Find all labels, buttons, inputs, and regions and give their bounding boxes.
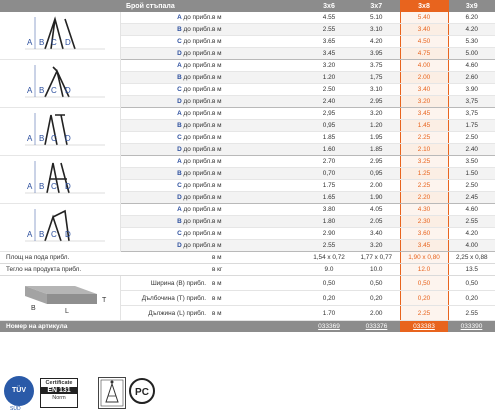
article-number-link[interactable]: 033369 xyxy=(305,321,353,333)
summary-label: Площ на пода прибл. xyxy=(0,252,212,264)
dimension-text: до прибл. xyxy=(181,26,212,33)
dimension-text: до прибл. xyxy=(181,86,212,93)
dimension-label xyxy=(120,36,212,48)
dimension-letter: A xyxy=(177,206,182,213)
value-cell: 5.10 xyxy=(353,12,400,24)
value-cell: 1,54 x 0,72 xyxy=(305,252,353,264)
certification-logos xyxy=(0,373,495,417)
value-cell: 3.45 xyxy=(305,48,353,60)
diagram-letter: C xyxy=(50,133,57,143)
value-cell: 1.75 xyxy=(448,120,495,132)
value-cell: 2,95 xyxy=(305,108,353,120)
value-cell: 1.20 xyxy=(353,120,400,132)
value-cell: 0,20 xyxy=(305,291,353,306)
diagram-letter: A xyxy=(26,37,33,47)
dimension-letter: C xyxy=(177,134,182,141)
spacer-cell xyxy=(257,48,305,60)
spacer-cell xyxy=(257,291,305,306)
size-header-3x9: 3x9 xyxy=(448,0,495,12)
spacer-cell xyxy=(257,192,305,204)
value-cell: 4.05 xyxy=(353,204,400,216)
value-cell: 3.45 xyxy=(400,240,448,252)
value-cell: 1.95 xyxy=(353,132,400,144)
value-cell: 4.60 xyxy=(448,204,495,216)
dimension-label xyxy=(120,48,212,60)
spacer-cell xyxy=(257,264,305,276)
table-row xyxy=(0,12,495,24)
spacer-cell xyxy=(257,240,305,252)
dimension-letter: D xyxy=(177,146,182,153)
unit-cell: в м xyxy=(212,204,257,216)
dimension-letter: C xyxy=(177,230,182,237)
unit-cell: в м xyxy=(212,72,257,84)
spacer-cell xyxy=(257,156,305,168)
spacer-cell xyxy=(257,276,305,291)
diagram-letter: A xyxy=(26,85,33,95)
diagram-letter: D xyxy=(64,85,71,95)
dimension-label xyxy=(120,96,212,108)
value-cell: 3.50 xyxy=(448,156,495,168)
unit-cell: в м xyxy=(212,252,257,264)
table-row xyxy=(0,60,495,72)
value-cell: 0,50 xyxy=(353,276,400,291)
diagram-letter: A xyxy=(26,133,33,143)
unit-cell: в м xyxy=(212,24,257,36)
dimension-letter: D xyxy=(177,194,182,201)
value-cell: 4.50 xyxy=(400,36,448,48)
value-cell: 1.50 xyxy=(448,168,495,180)
article-number-label: Номер на артикула xyxy=(0,321,257,333)
value-cell: 2.95 xyxy=(353,96,400,108)
header-row xyxy=(0,0,495,12)
value-cell: 0,50 xyxy=(448,276,495,291)
dimension-text: до прибл. xyxy=(181,230,212,237)
gost-pc-logo-icon xyxy=(128,377,156,405)
box-letter-width: B xyxy=(30,305,36,312)
value-cell: 2.25 xyxy=(400,306,448,321)
dimension-letter: B xyxy=(177,218,182,225)
dimension-label xyxy=(120,24,212,36)
value-cell: 1.90 xyxy=(353,192,400,204)
ladder-diagram-cell xyxy=(0,12,120,60)
article-number-link[interactable]: 033383 xyxy=(400,321,448,333)
value-cell: 1.20 xyxy=(305,72,353,84)
spacer-cell xyxy=(257,132,305,144)
unit-cell: в м xyxy=(212,12,257,24)
value-cell: 2.25 xyxy=(400,132,448,144)
value-cell: 4.00 xyxy=(400,60,448,72)
dimension-letter: B xyxy=(177,26,182,33)
en131-certificate-badge: Certificate EN 131 Norm xyxy=(40,378,78,408)
value-cell: 1.85 xyxy=(353,144,400,156)
dimension-label xyxy=(120,60,212,72)
value-cell: 1.85 xyxy=(305,132,353,144)
dimension-letter: D xyxy=(177,50,182,57)
package-label: Ширина (B) прибл. xyxy=(120,276,212,291)
dimension-text: до прибл. xyxy=(181,50,212,57)
value-cell: 4.20 xyxy=(448,228,495,240)
spacer-cell xyxy=(257,60,305,72)
value-cell: 3.20 xyxy=(353,240,400,252)
header-spacer xyxy=(257,0,305,12)
value-cell: 2.55 xyxy=(448,306,495,321)
value-cell: 4.75 xyxy=(400,48,448,60)
value-cell: 12.0 xyxy=(400,264,448,276)
size-header-3x7: 3x7 xyxy=(353,0,400,12)
dimension-letter: C xyxy=(177,38,182,45)
unit-cell: в м xyxy=(212,60,257,72)
ladder-diagram-icon xyxy=(5,207,115,247)
value-cell: 3,75 xyxy=(448,108,495,120)
value-cell: 1.65 xyxy=(305,192,353,204)
steps-label: Брой стъпала xyxy=(120,0,257,12)
diagram-letter: C xyxy=(50,85,57,95)
spacer-cell xyxy=(257,306,305,321)
package-diagram-cell xyxy=(0,276,120,321)
value-cell: 0,50 xyxy=(305,276,353,291)
value-cell: 0,95 xyxy=(353,168,400,180)
dimension-label xyxy=(120,204,212,216)
value-cell: 2,25 x 0,88 xyxy=(448,252,495,264)
unit-cell: в м xyxy=(212,228,257,240)
value-cell: 1.25 xyxy=(400,168,448,180)
diagram-letter: D xyxy=(64,181,71,191)
value-cell: 2.30 xyxy=(400,216,448,228)
value-cell: 1.75 xyxy=(305,180,353,192)
value-cell: 4.00 xyxy=(448,240,495,252)
unit-cell: в м xyxy=(212,48,257,60)
value-cell: 3.25 xyxy=(400,156,448,168)
unit-cell: в м xyxy=(212,306,257,321)
value-cell: 2.40 xyxy=(305,96,353,108)
table-row xyxy=(0,108,495,120)
dimension-text: до прибл. xyxy=(181,206,212,213)
spacer-cell xyxy=(257,321,305,333)
value-cell: 5.40 xyxy=(400,12,448,24)
value-cell: 2.50 xyxy=(448,132,495,144)
value-cell: 1.60 xyxy=(305,144,353,156)
dimension-text: до прибл. xyxy=(181,62,212,69)
ladder-diagram-cell xyxy=(0,108,120,156)
spacer-cell xyxy=(257,24,305,36)
value-cell: 2.55 xyxy=(305,24,353,36)
diagram-letter: B xyxy=(38,133,45,143)
unit-cell: в м xyxy=(212,168,257,180)
diagram-letter: B xyxy=(38,181,45,191)
spacer-cell xyxy=(257,180,305,192)
value-cell: 2.45 xyxy=(448,192,495,204)
diagram-letter: A xyxy=(26,181,33,191)
dimension-text: до прибл. xyxy=(181,218,212,225)
value-cell: 1,90 x 0,80 xyxy=(400,252,448,264)
dimension-label xyxy=(120,84,212,96)
unit-cell: в м xyxy=(212,192,257,204)
dimension-text: до прибл. xyxy=(181,146,212,153)
dimension-text: до прибл. xyxy=(181,38,212,45)
value-cell: 4.55 xyxy=(305,12,353,24)
value-cell: 2.50 xyxy=(448,180,495,192)
svg-text:PC: PC xyxy=(135,387,149,398)
article-number-link[interactable]: 033376 xyxy=(353,321,400,333)
value-cell: 3.20 xyxy=(305,60,353,72)
dimension-text: до прибл. xyxy=(181,98,212,105)
value-cell: 3.20 xyxy=(400,96,448,108)
value-cell: 4.60 xyxy=(448,60,495,72)
dimension-text: до прибл. xyxy=(181,242,212,249)
dimension-label xyxy=(120,168,212,180)
value-cell: 3.75 xyxy=(353,60,400,72)
package-row xyxy=(0,276,495,291)
dimension-letter: A xyxy=(177,14,182,21)
dimension-label xyxy=(120,108,212,120)
value-cell: 1.70 xyxy=(305,306,353,321)
value-cell: 3.95 xyxy=(353,48,400,60)
dimension-text: до прибл. xyxy=(181,194,212,201)
ladder-diagram-icon xyxy=(5,159,115,199)
value-cell: 2.00 xyxy=(353,180,400,192)
size-header-3x6: 3x6 xyxy=(305,0,353,12)
unit-cell: в м xyxy=(212,120,257,132)
value-cell: 0,50 xyxy=(400,276,448,291)
value-cell: 9.0 xyxy=(305,264,353,276)
dimension-letter: A xyxy=(177,110,182,117)
header-spacer xyxy=(0,0,120,12)
unit-cell: в м xyxy=(212,240,257,252)
dimension-label xyxy=(120,192,212,204)
box-letter-depth: T xyxy=(101,297,107,304)
diagram-letter: C xyxy=(50,181,57,191)
value-cell: 10.0 xyxy=(353,264,400,276)
spacer-cell xyxy=(257,120,305,132)
value-cell: 3.80 xyxy=(305,204,353,216)
dimension-letter: C xyxy=(177,86,182,93)
dimension-label xyxy=(120,144,212,156)
value-cell: 1,77 x 0,77 xyxy=(353,252,400,264)
value-cell: 3.60 xyxy=(400,228,448,240)
tuv-sub-label: SÜD xyxy=(10,406,21,412)
value-cell: 3.10 xyxy=(353,24,400,36)
spacer-cell xyxy=(257,216,305,228)
dimension-letter: C xyxy=(177,182,182,189)
value-cell: 2.55 xyxy=(448,216,495,228)
ladder-diagram-cell xyxy=(0,60,120,108)
article-number-row xyxy=(0,321,495,333)
unit-cell: в м xyxy=(212,108,257,120)
value-cell: 5.30 xyxy=(448,36,495,48)
dimension-text: до прибл. xyxy=(181,74,212,81)
dimension-label xyxy=(120,132,212,144)
unit-cell: в кг xyxy=(212,264,257,276)
spacer-cell xyxy=(257,108,305,120)
unit-cell: в м xyxy=(212,144,257,156)
spacer-cell xyxy=(257,72,305,84)
spacer-cell xyxy=(257,168,305,180)
value-cell: 3,75 xyxy=(448,96,495,108)
ladder-diagram-icon xyxy=(5,63,115,103)
package-box-icon xyxy=(5,278,115,316)
diagram-letter: B xyxy=(38,85,45,95)
dimension-text: до прибл. xyxy=(181,14,212,21)
dimension-label xyxy=(120,240,212,252)
value-cell: 2.05 xyxy=(353,216,400,228)
dimension-label xyxy=(120,120,212,132)
value-cell: 0,95 xyxy=(305,120,353,132)
value-cell: 2.95 xyxy=(353,156,400,168)
diagram-letter: A xyxy=(26,229,33,239)
spacer-cell xyxy=(257,84,305,96)
dimension-label xyxy=(120,180,212,192)
dimension-label xyxy=(120,12,212,24)
value-cell: 2.55 xyxy=(305,240,353,252)
diagram-letter: C xyxy=(50,229,57,239)
value-cell: 2.60 xyxy=(448,72,495,84)
diagram-letter: D xyxy=(64,133,71,143)
dimension-letter: A xyxy=(177,158,182,165)
value-cell: 1,75 xyxy=(353,72,400,84)
value-cell: 2.50 xyxy=(305,84,353,96)
tuv-logo-icon: TÜV xyxy=(4,376,34,406)
box-letter-length: L xyxy=(64,308,69,315)
ladder-diagram-icon xyxy=(5,15,115,55)
value-cell: 3.65 xyxy=(305,36,353,48)
summary-label: Тегло на продукта прибл. xyxy=(0,264,212,276)
dimension-text: до прибл. xyxy=(181,170,212,177)
spacer-cell xyxy=(257,144,305,156)
value-cell: 2.90 xyxy=(305,228,353,240)
spacer-cell xyxy=(257,252,305,264)
spacer-cell xyxy=(257,12,305,24)
unit-cell: в м xyxy=(212,132,257,144)
ladder-diagram-cell xyxy=(0,204,120,252)
diagram-letter: B xyxy=(38,229,45,239)
spacer-cell xyxy=(257,228,305,240)
value-cell: 3.10 xyxy=(353,84,400,96)
spacer-cell xyxy=(257,36,305,48)
unit-cell: в м xyxy=(212,291,257,306)
diagram-letter: B xyxy=(38,37,45,47)
dimension-label xyxy=(120,72,212,84)
dimension-letter: B xyxy=(177,170,182,177)
value-cell: 2.70 xyxy=(305,156,353,168)
ladder-diagram-cell xyxy=(0,156,120,204)
dimension-text: до прибл. xyxy=(181,110,212,117)
diagram-letter: D xyxy=(64,229,71,239)
value-cell: 0,70 xyxy=(305,168,353,180)
ladder-diagram-icon xyxy=(5,111,115,151)
dimension-letter: B xyxy=(177,74,182,81)
value-cell: 3.40 xyxy=(400,24,448,36)
value-cell: 0,20 xyxy=(400,291,448,306)
unit-cell: в м xyxy=(212,84,257,96)
dimension-text: до прибл. xyxy=(181,158,212,165)
unit-cell: в м xyxy=(212,216,257,228)
unit-cell: в м xyxy=(212,36,257,48)
summary-row xyxy=(0,264,495,276)
unit-cell: в м xyxy=(212,96,257,108)
unit-cell: в м xyxy=(212,180,257,192)
table-row xyxy=(0,156,495,168)
value-cell: 2.00 xyxy=(353,306,400,321)
package-label: Дължина (L) прибл. xyxy=(120,306,212,321)
value-cell: 6.20 xyxy=(448,12,495,24)
value-cell: 2.20 xyxy=(400,192,448,204)
dimension-letter: B xyxy=(177,122,182,129)
dimension-label xyxy=(120,156,212,168)
value-cell: 3.90 xyxy=(448,84,495,96)
unit-cell: в м xyxy=(212,276,257,291)
safety-pictogram-icon xyxy=(98,377,126,409)
spacer-cell xyxy=(257,96,305,108)
value-cell: 2.00 xyxy=(400,72,448,84)
value-cell: 3.40 xyxy=(400,84,448,96)
value-cell: 0,20 xyxy=(448,291,495,306)
package-label: Дълбочина (T) прибл. xyxy=(120,291,212,306)
dimension-text: до прибл. xyxy=(181,134,212,141)
size-header-3x8: 3x8 xyxy=(400,0,448,12)
summary-row xyxy=(0,252,495,264)
value-cell: 5.00 xyxy=(448,48,495,60)
dimension-label xyxy=(120,216,212,228)
dimension-text: до прибл. xyxy=(181,122,212,129)
value-cell: 4.30 xyxy=(400,204,448,216)
value-cell: 4.20 xyxy=(448,24,495,36)
value-cell: 13.5 xyxy=(448,264,495,276)
unit-cell: в м xyxy=(212,156,257,168)
value-cell: 0,20 xyxy=(353,291,400,306)
dimension-letter: D xyxy=(177,242,182,249)
dimension-letter: A xyxy=(177,62,182,69)
dimension-label xyxy=(120,228,212,240)
value-cell: 3.20 xyxy=(353,108,400,120)
value-cell: 1.45 xyxy=(400,120,448,132)
value-cell: 4.20 xyxy=(353,36,400,48)
article-number-link[interactable]: 033390 xyxy=(448,321,495,333)
value-cell: 2.25 xyxy=(400,180,448,192)
diagram-letter: C xyxy=(50,37,57,47)
spacer-cell xyxy=(257,204,305,216)
value-cell: 2.10 xyxy=(400,144,448,156)
value-cell: 3.40 xyxy=(353,228,400,240)
value-cell: 3.45 xyxy=(400,108,448,120)
diagram-letter: D xyxy=(64,37,71,47)
table-row xyxy=(0,204,495,216)
dimension-letter: D xyxy=(177,98,182,105)
value-cell: 1.80 xyxy=(305,216,353,228)
value-cell: 2.40 xyxy=(448,144,495,156)
dimension-text: до прибл. xyxy=(181,182,212,189)
